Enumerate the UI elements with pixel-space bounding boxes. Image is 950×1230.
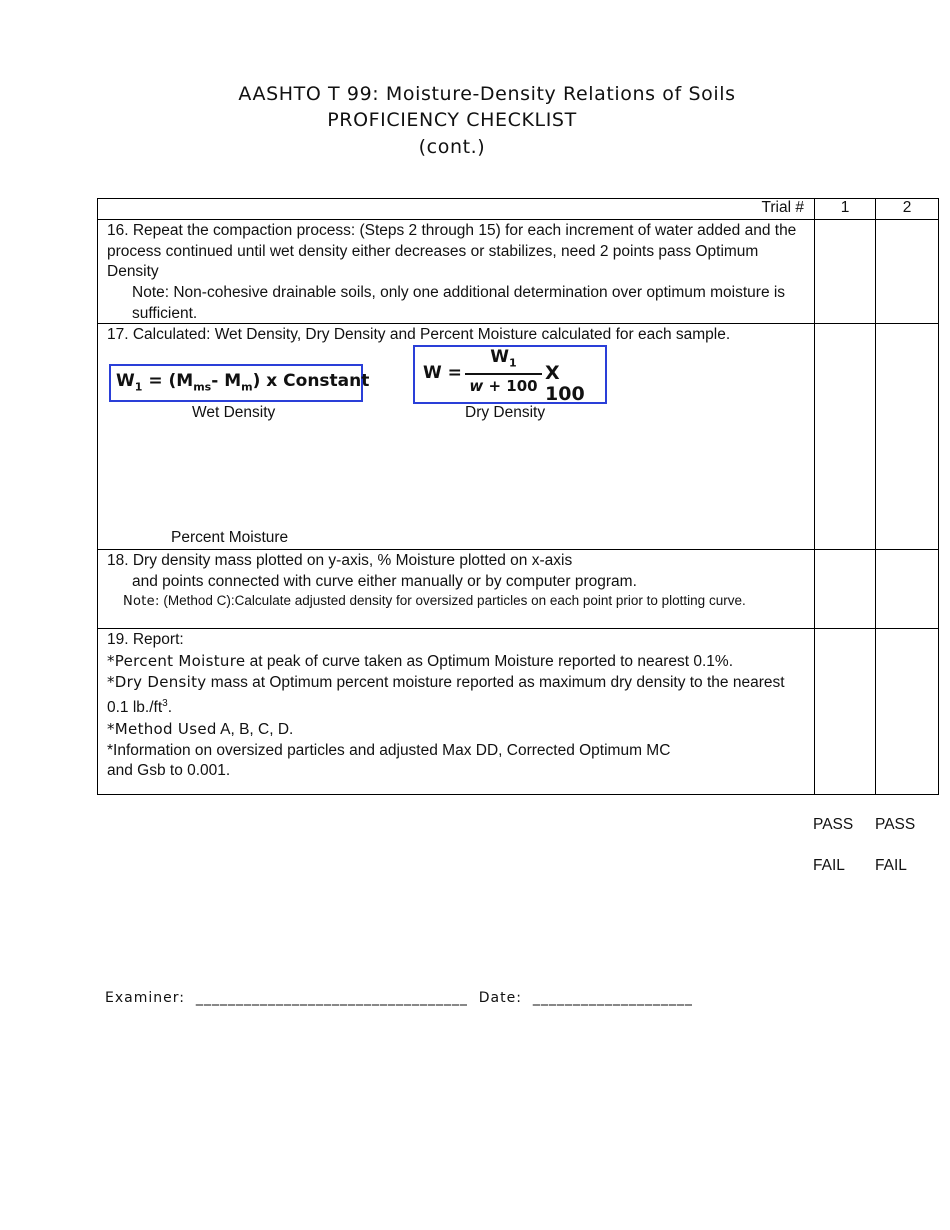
- document-title: AASHTO T 99: Moisture-Density Relations of Soils: [238, 83, 736, 105]
- step-18-note: Note: (Method C):Calculate adjusted density for oversized particles on each point prior to plotting curve.: [123, 593, 746, 610]
- report-method-used: *Method Used A, B, C, D.: [107, 719, 294, 738]
- step-19-heading: 19. Report:: [107, 631, 184, 648]
- step-18-trial-2-cell[interactable]: [876, 550, 939, 629]
- step-16-note: Note: Non-cohesive drainable soils, only one additional determination over optimum moisture is sufficient.: [132, 284, 786, 322]
- proficiency-checklist-table: [97, 198, 939, 795]
- percent-moisture-caption: Percent Moisture: [171, 529, 289, 546]
- formula-denominator: w + 100: [469, 377, 538, 395]
- step-17-trial-1-cell[interactable]: [815, 324, 876, 550]
- fail-option-trial-1[interactable]: FAIL: [813, 857, 845, 874]
- table-row-step-17: [98, 324, 939, 550]
- pass-option-trial-1[interactable]: PASS: [813, 816, 854, 833]
- report-oversized-info: *Information on oversized particles and adjusted Max DD, Corrected Optimum MC: [107, 741, 671, 759]
- trial-1-header: 1: [815, 199, 876, 220]
- checklist-heading: PROFICIENCY CHECKLIST: [327, 109, 577, 131]
- trial-2-header: 2: [876, 199, 939, 220]
- continued-label: (cont.): [418, 136, 486, 158]
- table-row-step-16: [98, 220, 939, 324]
- step-16-trial-2-cell[interactable]: [876, 220, 939, 324]
- wet-density-caption: Wet Density: [192, 404, 276, 421]
- table-header-row: [98, 199, 939, 220]
- step-18-line-1: 18. Dry density mass plotted on y-axis, % Moisture plotted on x-axis: [107, 552, 573, 569]
- pass-option-trial-2[interactable]: PASS: [875, 816, 916, 833]
- table-row-step-18: [98, 550, 939, 629]
- step-19-trial-2-cell[interactable]: [876, 629, 939, 795]
- step-18-trial-1-cell[interactable]: [815, 550, 876, 629]
- date-field[interactable]: ____________________: [532, 990, 693, 1006]
- fail-option-trial-2[interactable]: FAIL: [875, 857, 907, 874]
- step-19-trial-1-cell[interactable]: [815, 629, 876, 795]
- examiner-field[interactable]: __________________________________: [195, 990, 468, 1006]
- examiner-signature-line: [105, 990, 693, 1006]
- trial-label: Trial #: [98, 199, 815, 220]
- dry-density-caption: Dry Density: [465, 404, 546, 421]
- dry-density-formula: W = $W_1$ w + 100 X 100: [413, 345, 607, 404]
- step-17-text: 17. Calculated: Wet Density, Dry Density and Percent Moisture calculated for each sample.: [107, 326, 731, 343]
- fraction-bar: [465, 373, 542, 375]
- examiner-label: Examiner:: [105, 990, 185, 1006]
- step-16-trial-1-cell[interactable]: [815, 220, 876, 324]
- report-gsb: and Gsb to 0.001.: [107, 762, 231, 780]
- table-row-step-19: [98, 629, 939, 795]
- step-17-trial-2-cell[interactable]: [876, 324, 939, 550]
- wet-density-formula: $W_1 = (M_{ms}-$ $M_m$) x Constant: [109, 364, 363, 402]
- formula-numerator: $W_1$: [490, 347, 517, 370]
- date-label: Date:: [478, 990, 522, 1006]
- report-dry-density: *Dry Density mass at Optimum percent moisture reported as maximum dry density to the nearest 0.1 $lb./ft^3$.: [107, 673, 785, 717]
- step-18-line-2: and points connected with curve either manually or by computer program.: [132, 572, 637, 590]
- step-16-text: 16. Repeat the compaction process: (Steps 2 through 15) for each increment of water added and the process continued until wet density either decreases or stabilizes, need 2 points pass Optimum Density: [107, 222, 797, 281]
- report-percent-moisture: *Percent Moisture at peak of curve taken as Optimum Moisture reported to nearest 0.1%.: [107, 651, 734, 670]
